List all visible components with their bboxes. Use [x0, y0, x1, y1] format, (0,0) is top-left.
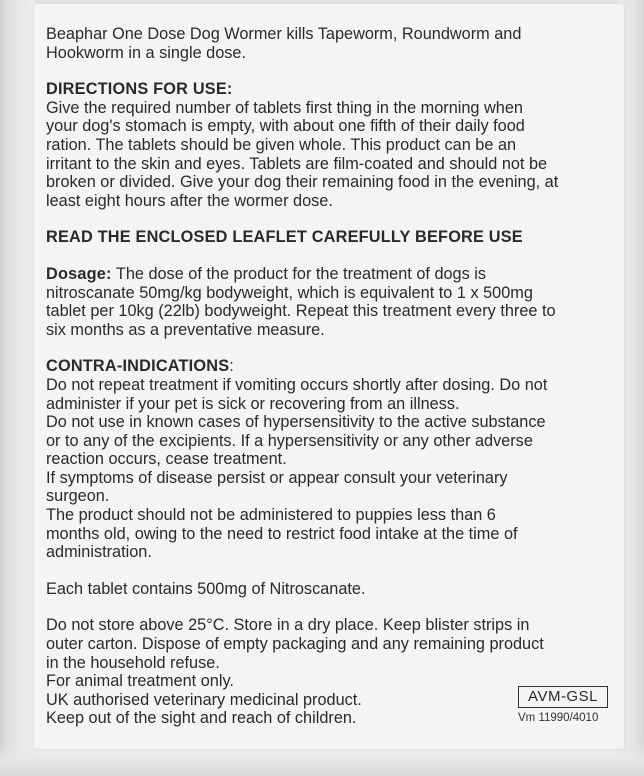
directions-heading: DIRECTIONS FOR USE:: [46, 80, 233, 99]
directions-line: Give the required number of tablets first thing in the morning when: [46, 98, 523, 117]
vm-number: Vm 11990/4010: [518, 712, 599, 724]
intro-line: Beaphar One Dose Dog Wormer kills Tapeworm, Roundworm and: [46, 25, 522, 43]
contra-line: or to any of the excipients. If a hypersensitivity or any other adverse: [46, 431, 533, 450]
dosage-line: six months as a preventative measure.: [46, 320, 325, 339]
directions-line: broken or divided. Give your dog their remaining food in the evening, at: [46, 173, 559, 192]
storage-line: Keep out of the sight and reach of children.: [46, 709, 357, 728]
dosage-first-line: [46, 265, 616, 284]
composition-line: Each tablet contains 500mg of Nitroscanate.: [46, 579, 366, 598]
directions-line: ration. The tablets should be given whole. This product can be an: [46, 135, 517, 154]
contra-line: Do not use in known cases of hypersensitivity to the active substance: [46, 413, 546, 432]
contra-line: surgeon.: [46, 487, 110, 506]
contra-line: administer if your pet is sick or recovering from an illness.: [46, 394, 460, 413]
contra-line: administration.: [46, 543, 152, 562]
storage-line: in the household refuse.: [46, 653, 220, 672]
contra-heading-line: [46, 357, 616, 376]
dosage-label: Dosage:: [46, 264, 112, 283]
leaflet-notice: READ THE ENCLOSED LEAFLET CAREFULLY BEFORE USE: [46, 228, 523, 247]
storage-line: UK authorised veterinary medicinal product.: [46, 690, 362, 709]
carton-left-edge-shadow: [0, 0, 34, 776]
storage-line: For animal treatment only.: [46, 672, 234, 691]
directions-line: your dog's stomach is empty, with about one fifth of their daily food: [46, 117, 525, 136]
dosage-line: nitroscanate 50mg/kg bodyweight, which is equivalent to 1 x 500mg: [46, 283, 533, 302]
directions-line: irritant to the skin and eyes. Tablets are film-coated and should not be: [46, 154, 548, 173]
contra-line: If symptoms of disease persist or appear consult your veterinary: [46, 468, 508, 487]
contra-line: months old, owing to the need to restrict food intake at the time of: [46, 524, 518, 543]
storage-line: Do not store above 25°C. Store in a dry place. Keep blister strips in: [46, 616, 530, 635]
contra-line: Do not repeat treatment if vomiting occurs shortly after dosing. Do not: [46, 375, 548, 394]
contra-heading: CONTRA-INDICATIONS: [46, 357, 230, 376]
dosage-line: tablet per 10kg (22lb) bodyweight. Repeat this treatment every three to: [46, 302, 556, 321]
intro-line: Hookworm in a single dose.: [46, 43, 246, 62]
storage-line: outer carton. Dispose of empty packaging and any remaining product: [46, 635, 544, 654]
contra-line: The product should not be administered to puppies less than 6: [46, 506, 496, 525]
legal-category-badge: AVM-GSL: [518, 686, 608, 708]
contra-line: reaction occurs, cease treatment.: [46, 450, 287, 469]
contra-heading-colon: :: [229, 357, 234, 376]
label-text-block: [46, 25, 616, 728]
dosage-text: The dose of the product for the treatment of dogs is: [111, 264, 487, 283]
directions-line: least eight hours after the wormer dose.: [46, 191, 333, 210]
